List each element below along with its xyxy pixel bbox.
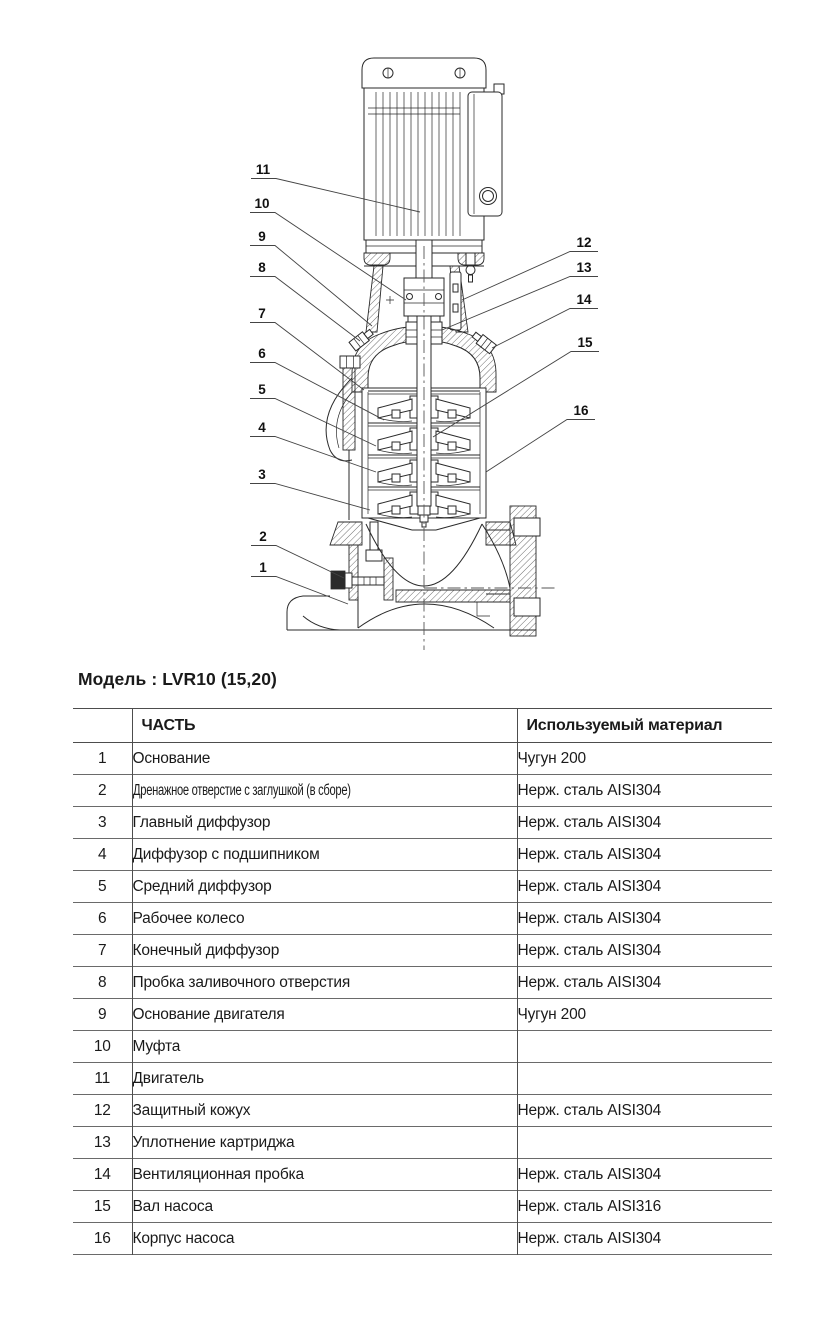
part-number: 13 [93,1133,111,1151]
callout-label-3: 3 [258,467,266,482]
part-number: 4 [98,845,107,863]
part-number: 12 [93,1101,111,1119]
table-row [73,1127,772,1159]
part-number: 15 [93,1197,111,1215]
part-material: Нерж. сталь AISI304 [517,1095,772,1127]
pump-base [287,506,540,636]
part-number: 10 [93,1037,111,1055]
part-name: Основание двигателя [132,999,517,1031]
part-material: Нерж. сталь AISI316 [517,1191,772,1223]
part-number: 14 [93,1165,111,1183]
motor [362,58,486,240]
callout-leader-8 [250,277,360,342]
callout-label-6: 6 [258,346,266,361]
table-row [73,1031,772,1063]
part-name: Муфта [132,1031,517,1063]
callout-label-1: 1 [259,560,267,575]
part-material [517,1127,772,1159]
part-material: Нерж. сталь AISI304 [517,903,772,935]
part-number: 9 [98,1005,107,1023]
part-name: Дренажное отверстие с заглушкой (в сборе) [132,775,517,807]
callout-label-14: 14 [576,292,592,307]
table-row [73,935,772,967]
part-number: 16 [93,1229,111,1247]
part-material: Нерж. сталь AISI304 [517,807,772,839]
callout-label-12: 12 [576,235,592,250]
header-num [73,709,132,743]
callout-label-9: 9 [258,229,266,244]
callout-label-10: 10 [254,196,270,211]
part-material: Нерж. сталь AISI304 [517,775,772,807]
part-material: Чугун 200 [517,999,772,1031]
part-name: Пробка заливочного отверстия [132,967,517,999]
shaft-guard [450,272,461,330]
header-material: Используемый материал [517,709,772,743]
callout-label-4: 4 [258,420,266,435]
part-number: 3 [98,813,107,831]
table-row [73,775,772,807]
part-name: Основание [132,743,517,775]
part-number: 7 [98,941,107,959]
part-material: Нерж. сталь AISI304 [517,1159,772,1191]
part-material: Нерж. сталь AISI304 [517,967,772,999]
part-number: 6 [98,909,107,927]
part-name: Конечный диффузор [132,935,517,967]
table-row [73,743,772,775]
callout-label-7: 7 [258,306,266,321]
part-name: Защитный кожух [132,1095,517,1127]
part-name: Корпус насоса [132,1223,517,1255]
table-row [73,967,772,999]
part-material: Чугун 200 [517,743,772,775]
part-number: 11 [94,1069,111,1087]
part-number: 8 [98,973,107,991]
callout-leader-9 [250,246,372,327]
callout-leader-3 [250,484,370,511]
motor-terminal-box [468,84,504,216]
part-material [517,1031,772,1063]
callout-leader-16 [486,420,595,473]
part-name: Рабочее колесо [132,903,517,935]
part-material: Нерж. сталь AISI304 [517,871,772,903]
table-row [73,1191,772,1223]
callout-label-5: 5 [258,382,266,397]
callout-label-11: 11 [255,162,271,177]
part-material: Нерж. сталь AISI304 [517,935,772,967]
table-row [73,999,772,1031]
part-name: Уплотнение картриджа [132,1127,517,1159]
table-row [73,871,772,903]
part-name: Главный диффузор [132,807,517,839]
model-title: Модель : LVR10 (15,20) [78,669,277,689]
part-name: Двигатель [132,1063,517,1095]
callout-leader-4 [250,437,376,473]
part-name: Средний диффузор [132,871,517,903]
part-name: Диффузор с подшипником [132,839,517,871]
part-name: Вал насоса [132,1191,517,1223]
part-number: 1 [98,749,107,767]
table-row [73,1063,772,1095]
part-material: Нерж. сталь AISI304 [517,1223,772,1255]
part-number: 2 [98,781,107,799]
part-name: Вентиляционная пробка [132,1159,517,1191]
table-row [73,903,772,935]
table-row [73,1223,772,1255]
table-header-row [73,709,772,743]
table-row [73,807,772,839]
callout-label-15: 15 [577,335,593,350]
callout-label-13: 13 [576,260,592,275]
callout-label-2: 2 [259,529,267,544]
parts-table [73,708,772,1255]
table-row [73,839,772,871]
part-number: 5 [98,877,107,895]
callout-label-16: 16 [573,403,589,418]
header-part: ЧАСТЬ [132,709,517,743]
table-row [73,1095,772,1127]
table-row [73,1159,772,1191]
callout-label-8: 8 [258,260,266,275]
part-material [517,1063,772,1095]
part-material: Нерж. сталь AISI304 [517,839,772,871]
